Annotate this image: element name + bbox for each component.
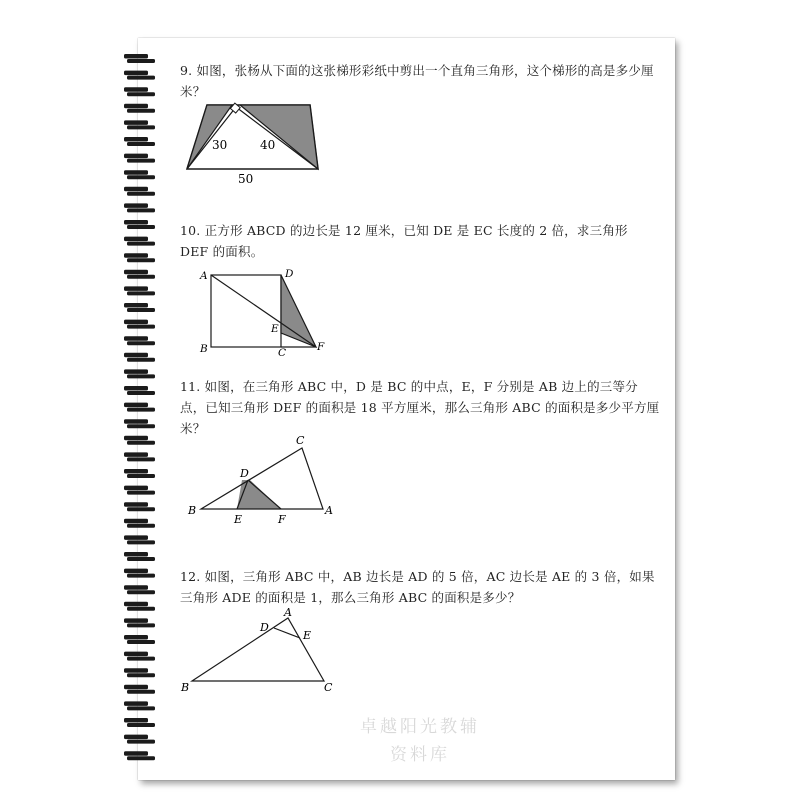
question-number: 10. (180, 223, 201, 238)
spiral-coil (124, 170, 155, 179)
spiral-coil (124, 635, 155, 644)
triangle-def-shaded (237, 480, 281, 509)
label-40: 40 (260, 138, 276, 152)
label-a: A (200, 270, 208, 282)
left-shaded-region (187, 105, 232, 169)
spiral-coil (124, 369, 155, 378)
spiral-coil (124, 552, 155, 561)
triangle-abc-figure-11 (185, 430, 345, 530)
label-a: A (284, 606, 292, 619)
spiral-coil (124, 436, 155, 445)
spiral-coil (124, 618, 155, 627)
spiral-coil (124, 187, 155, 196)
spiral-coil (124, 701, 155, 710)
watermark-line-1: 卓越阳光教辅 (360, 717, 480, 737)
spiral-coil (124, 71, 155, 80)
spiral-coil (124, 519, 155, 528)
question-9-text (180, 60, 660, 102)
spiral-coil (124, 419, 155, 428)
spiral-coil (124, 569, 155, 578)
spiral-coil (124, 585, 155, 594)
label-c: C (324, 681, 333, 694)
spiral-coil (124, 104, 155, 113)
label-e: E (271, 323, 279, 335)
right-shaded-region (240, 105, 318, 169)
spiral-coil (124, 735, 155, 744)
label-f: F (317, 341, 325, 353)
label-50: 50 (238, 172, 254, 186)
question-body: 正方形 ABCD 的边长是 12 厘米，已知 DE 是 EC 长度的 2 倍，求三角形 DEF 的面积。 (180, 223, 628, 259)
label-b: B (188, 504, 197, 517)
triangle-def-shaded (281, 275, 316, 347)
spiral-coil (124, 353, 155, 362)
spiral-coil (124, 220, 155, 229)
square-figure (196, 266, 336, 361)
question-body: 如图，在三角形 ABC 中，D 是 BC 的中点，E，F 分别是 AB 边上的三等分点，已知三角形 DEF 的面积是 18 平方厘米，那么三角形 ABC 的面积是多少平方厘米？ (180, 379, 660, 436)
label-d: D (260, 621, 269, 634)
spiral-binding (118, 48, 158, 768)
spiral-coil (124, 469, 155, 478)
label-30: 30 (212, 138, 228, 152)
spiral-coil (124, 403, 155, 412)
spiral-coil (124, 336, 155, 345)
square-abcd (211, 275, 281, 347)
question-12-text (180, 566, 660, 608)
spiral-coil (124, 87, 155, 96)
spiral-coil (124, 303, 155, 312)
question-body: 如图，三角形 ABC 中，AB 边长是 AD 的 5 倍，AC 边长是 AE 的 3 倍，如果三角形 ADE 的面积是 1，那么三角形 ABC 的面积是多少？ (180, 569, 655, 605)
label-b: B (181, 681, 190, 694)
label-e: E (303, 629, 312, 642)
spiral-coil (124, 120, 155, 129)
label-d: D (240, 467, 249, 480)
triangle-abc (192, 618, 324, 681)
line-af (211, 275, 316, 347)
triangle-abc-figure-12 (178, 605, 348, 700)
spiral-coil (124, 718, 155, 727)
spiral-coil (124, 452, 155, 461)
spiral-coil (124, 652, 155, 661)
spiral-coil (124, 253, 155, 262)
spiral-coil (124, 751, 155, 760)
label-c: C (278, 347, 287, 359)
question-body: 如图，张杨从下面的这张梯形彩纸中剪出一个直角三角形，这个梯形的高是多少厘米？ (180, 63, 654, 99)
spiral-coil (124, 54, 155, 63)
label-a: A (325, 504, 333, 517)
label-d: D (285, 268, 294, 280)
label-b: B (200, 343, 208, 355)
question-number: 9. (180, 63, 193, 78)
spiral-coil (124, 320, 155, 329)
trapezoid-figure (180, 98, 330, 188)
spiral-coil (124, 685, 155, 694)
label-c: C (296, 434, 305, 447)
spiral-coil (124, 137, 155, 146)
spiral-coil (124, 535, 155, 544)
spiral-coil (124, 286, 155, 295)
spiral-coil (124, 237, 155, 246)
spiral-coil (124, 502, 155, 511)
label-e: E (234, 513, 243, 526)
spiral-coil (124, 602, 155, 611)
spiral-coil (124, 668, 155, 677)
question-number: 11. (180, 379, 201, 394)
question-number: 12. (180, 569, 201, 584)
spiral-coil (124, 386, 155, 395)
spiral-coil (124, 270, 155, 279)
spiral-coil (124, 203, 155, 212)
spiral-coil (124, 486, 155, 495)
label-f: F (278, 513, 286, 526)
spiral-coil (124, 154, 155, 163)
watermark-line-2: 资料库 (390, 745, 450, 765)
question-10-text (180, 220, 660, 262)
